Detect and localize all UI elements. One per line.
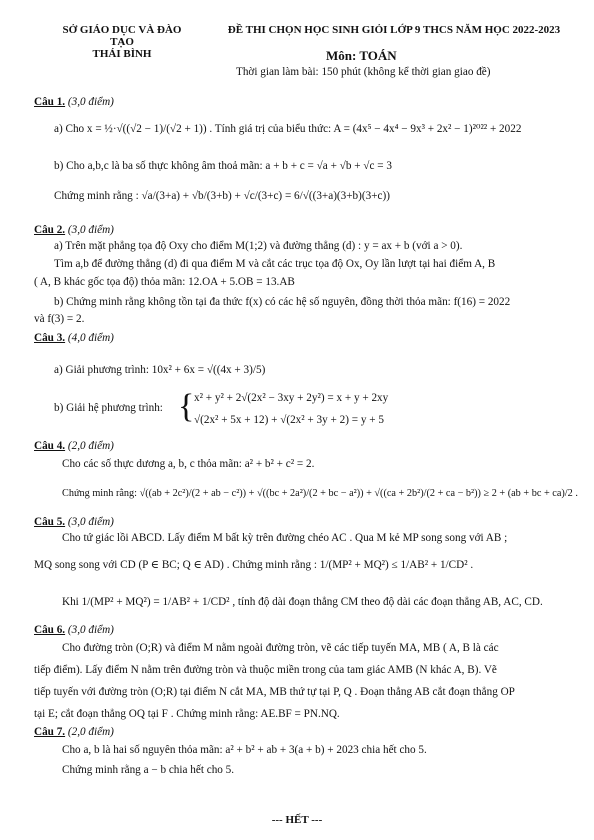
question-1b-claim: Chứng minh rằng : √a/(3+a) + √b/(3+b) + √c/(3+c) = 6/√((3+a)(3+b)(3+c))	[54, 190, 390, 202]
question-3b-equation-1: x² + y² + 2√(2x² − 3xy + 2y²) = x + y + 2xy	[194, 392, 389, 404]
question-2b-line2: và f(3) = 2.	[34, 313, 85, 325]
question-1a: a) Cho x = ½·√((√2 − 1)/(√2 + 1)) . Tính giá trị của biểu thức: A = (4x⁵ − 4x⁴ − 9x³ + 2x² − 1)²⁰²² + 2022	[54, 123, 522, 135]
question-5-line2: MQ song song với CD (P ∈ BC; Q ∈ AD) . Chứng minh rằng : 1/(MP² + MQ²) ≤ 1/AB² + 1/CD² .	[34, 559, 474, 571]
department-line-2: THÁI BÌNH	[92, 48, 152, 60]
question-6-line2: tiếp điểm). Lấy điểm N nằm trên đường tròn và thuộc miền trong của tam giác AMB (N khác A, B). Vẽ	[34, 664, 497, 676]
question-6-line1: Cho đường tròn (O;R) và điểm M nằm ngoài đường tròn, vẽ các tiếp tuyến MA, MB ( A, B là các	[62, 642, 499, 654]
question-6-line4: tại E; cắt đoạn thẳng OQ tại F . Chứng minh rằng: AE.BF = PN.NQ.	[34, 708, 340, 720]
question-7-line1: Cho a, b là hai số nguyên thỏa mãn: a² + b² + ab + 3(a + b) + 2023 chia hết cho 5.	[62, 744, 427, 756]
question-1-heading: Câu 1. (3,0 điểm)	[34, 96, 114, 108]
exam-title: ĐỀ THI CHỌN HỌC SINH GIỎI LỚP 9 THCS NĂM HỌC 2022-2023	[227, 24, 561, 36]
question-4-line2: Chứng minh rằng: √((ab + 2c²)/(2 + ab − c²)) + √((bc + 2a²)/(2 + bc − a²)) + √((ca + 2b²)/(2 + ca − b²)) ≥ 2 + (ab + bc + ca)/2 .	[62, 488, 578, 499]
question-5-line1: Cho tứ giác lồi ABCD. Lấy điểm M bất kỳ trên đường chéo AC . Qua M kẻ MP song song với AB ;	[62, 532, 508, 544]
question-1b: b) Cho a,b,c là ba số thực không âm thoả mãn: a + b + c = √a + √b + √c = 3	[54, 160, 392, 172]
question-2a-line2: Tìm a,b để đường thẳng (d) đi qua điểm M và cắt các trục tọa độ Ox, Oy lần lượt tại hai điểm A, B	[54, 258, 496, 270]
end-marker: --- HẾT ---	[271, 814, 323, 826]
question-2-heading: Câu 2. (3,0 điểm)	[34, 224, 114, 236]
question-6-line3: tiếp tuyến với đường tròn (O;R) tại điểm N cắt MA, MB thứ tự tại P, Q . Đoạn thẳng AB cắt đoạn thẳng OP	[34, 686, 515, 698]
subject: Môn: TOÁN	[326, 48, 397, 63]
time-info: Thời gian làm bài: 150 phút (không kể thời gian giao đề)	[236, 66, 491, 78]
system-brace: {	[178, 388, 195, 425]
question-2b-line1: b) Chứng minh rằng không tồn tại đa thức f(x) có các hệ số nguyên, đồng thời thỏa mãn: f(16) = 2022	[54, 296, 511, 308]
question-5-line3: Khi 1/(MP² + MQ²) = 1/AB² + 1/CD² , tính độ dài đoạn thẳng CM theo độ dài các đoạn thẳng AB, AC, CD.	[62, 596, 543, 608]
department-header	[52, 24, 192, 60]
question-3-heading: Câu 3. (4,0 điểm)	[34, 332, 114, 344]
question-3b-equation-2: √(2x² + 5x + 12) + √(2x² + 3y + 2) = y + 5	[194, 414, 384, 426]
question-6-heading: Câu 6. (3,0 điểm)	[34, 624, 114, 636]
question-5-heading: Câu 5. (3,0 điểm)	[34, 516, 114, 528]
question-2a-line3: ( A, B khác gốc tọa độ) thỏa mãn: 12.OA + 5.OB = 13.AB	[34, 276, 295, 288]
question-3b-label: b) Giải hệ phương trình:	[54, 402, 163, 414]
question-4-line1: Cho các số thực dương a, b, c thỏa mãn: a² + b² + c² = 2.	[62, 458, 315, 470]
department-line-1: SỞ GIÁO DỤC VÀ ĐÀO TẠO	[62, 24, 182, 48]
question-3a: a) Giải phương trình: 10x² + 6x = √((4x + 3)/5)	[54, 364, 266, 376]
question-7-heading: Câu 7. (2,0 điểm)	[34, 726, 114, 738]
question-7-line2: Chứng minh rằng a − b chia hết cho 5.	[62, 764, 235, 776]
question-2a-line1: a) Trên mặt phẳng tọa độ Oxy cho điểm M(1;2) và đường thẳng (d) : y = ax + b (với a > 0).	[54, 240, 463, 252]
question-4-heading: Câu 4. (2,0 điểm)	[34, 440, 114, 452]
